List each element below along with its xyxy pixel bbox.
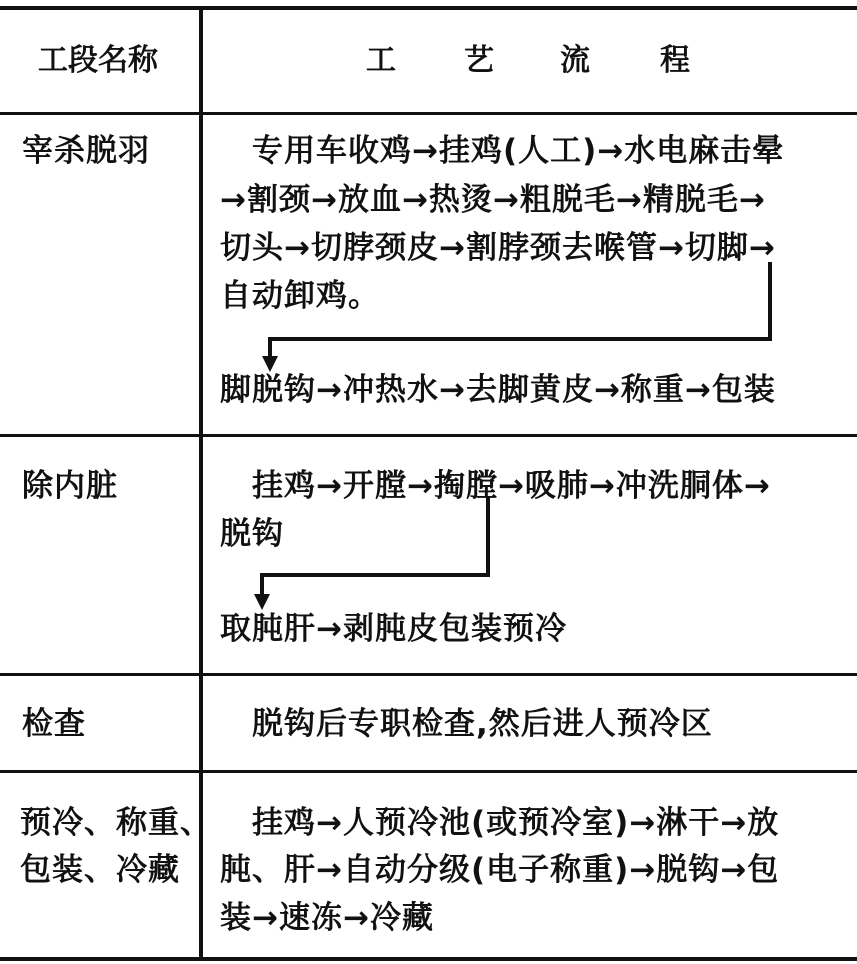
section-packing-storage: 包装、冷藏 [20,852,180,888]
process-header-char-2: 艺 [464,43,494,78]
arrow-head-giblets [254,594,270,610]
process-branch-line: 取肫肝→剥肫皮包装预冷 [220,611,567,647]
section-evisceration: 除内脏 [22,468,118,504]
process-line: 切头→切脖颈皮→割脖颈去喉管→切脚→ [220,230,776,266]
process-line: 脱钩 [220,516,284,552]
section-slaughter: 宰杀脱羽 [22,133,150,169]
process-line: 脱钩后专职检查,然后进人预冷区 [252,706,713,742]
branch-arrow-giblets [262,496,488,598]
process-line: 装→速冻→冷藏 [220,900,434,936]
process-header-char-1: 工 [366,43,396,78]
process-line: →割颈→放血→热烫→粗脱毛→精脱毛→ [220,182,766,218]
process-line: 肫、肝→自动分级(电子称重)→脱钩→包 [220,852,780,888]
process-header-char-4: 程 [660,43,690,78]
process-line: 挂鸡→人预冷池(或预冷室)→淋干→放 [252,805,780,841]
arrow-head-feet [262,356,278,372]
process-line: 挂鸡→开膛→掏膛→吸肺→冲洗胴体→ [252,468,771,504]
section-chilling-weighing: 预冷、称重、 [20,805,212,841]
process-branch-line: 脚脱钩→冲热水→去脚黄皮→称重→包装 [220,372,776,408]
section-inspection: 检查 [22,706,86,742]
process-line: 专用车收鸡→挂鸡(人工)→水电麻击晕 [252,133,785,169]
section-name-header: 工段名称 [38,43,158,78]
process-line: 自动卸鸡。 [220,278,380,314]
branch-arrow-feet [270,262,770,360]
process-header-char-3: 流 [560,43,590,78]
